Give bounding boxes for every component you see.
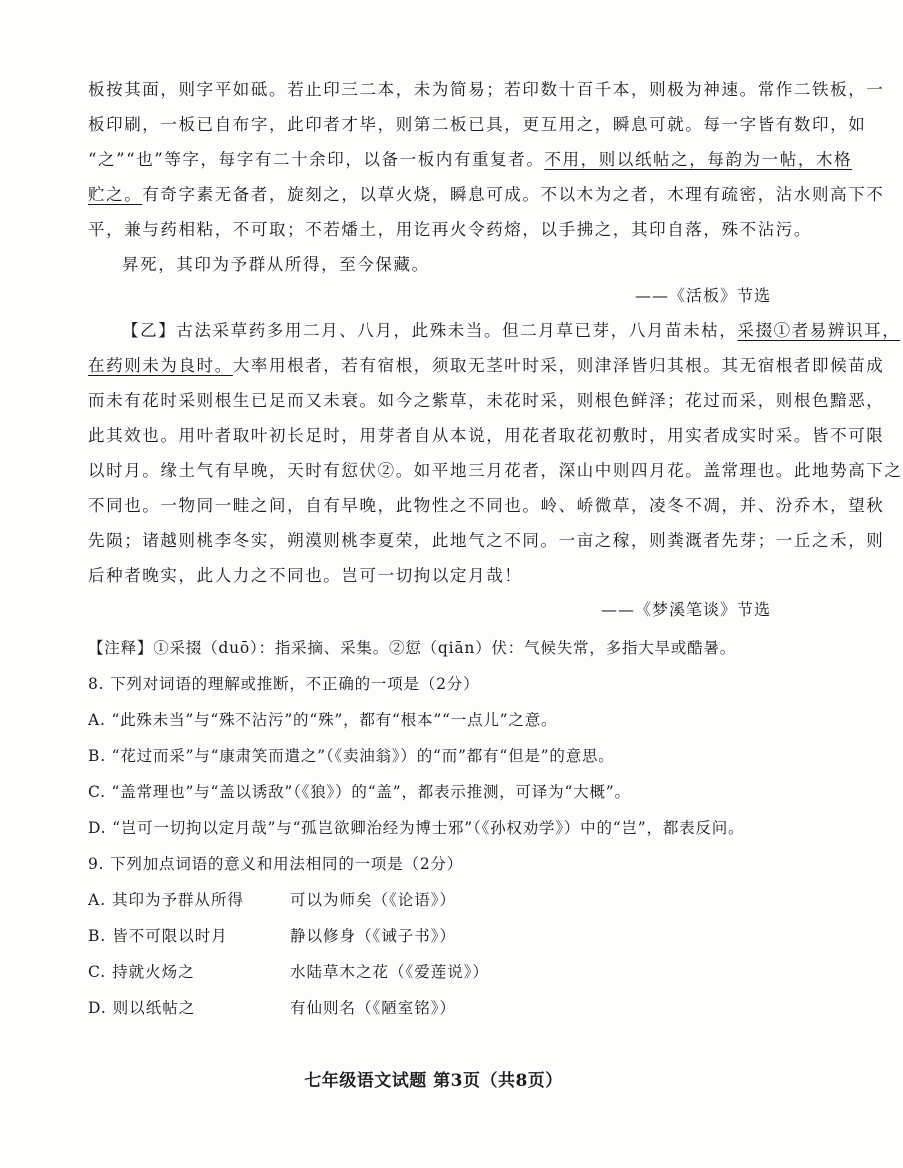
passage-line: [88, 142, 853, 177]
question-8-option-d: D. “岂可一切拘以定月哉”与“孤岂欲卿治经为博士邪”（《孙权劝学》）中的“岂”，都表反问。: [88, 819, 745, 837]
question-8-stem: 8. 下列对词语的理解或推断，不正确的一项是（2分）: [88, 675, 480, 693]
annotation-notes: 【注释】①采掇（duō）：指采摘、采集。②愆（qiān）伏：气候失常，多指大旱或酷暑。: [88, 639, 736, 657]
passage-line: [88, 313, 901, 348]
passage-line: 而未有花时采则根生已足而又未衰。如今之紫草，未花时采，则根色鲜泽；花过而采，则根色黯恶，: [88, 391, 885, 410]
question-9-option-c: C. 持就火炀之: [88, 963, 195, 981]
underlined-sentence: 采掇①者易辨识耳，: [737, 321, 901, 340]
underlined-sentence: 不用，则以纸帖之，每韵为一帖，木格: [544, 150, 853, 169]
passage-text: 大率用根者，若有宿根，须取无茎叶时采，则津泽皆归其根。其无宿根者即候苗成: [232, 356, 885, 375]
question-9-option-d-compare: 有仙则名（《陋室铭》）: [290, 999, 457, 1017]
passage-line: 板按其面，则字平如砥。若止印三二本，未为简易；若印数十百千本，则极为神速。常作二铁板，一: [88, 80, 885, 99]
question-9-stem: 9. 下列加点词语的意义和用法相同的一项是（2分）: [88, 855, 464, 873]
question-9-option-a-compare: 可以为师矣（《论语》）: [290, 891, 457, 909]
passage-text: “之”“也”等字，每字有二十余印，以备一板内有重复者。: [88, 150, 545, 169]
passage-line: 不同也。一物同一畦之间，自有早晚，此物性之不同也。岭、峤微草，凌冬不凋，并、汾乔木，望秋: [88, 496, 885, 515]
source-attribution: ——《活板》节选: [634, 286, 771, 305]
question-9-option-b: B. 皆不可限以时月: [88, 927, 228, 945]
source-attribution: ——《梦溪笔谈》节选: [600, 600, 771, 619]
page-footer: 七年级语文试题 第3页（共8页）: [304, 1071, 563, 1091]
passage-line: [88, 348, 885, 383]
question-9-option-d: D. 则以纸帖之: [88, 999, 196, 1017]
passage-yi: [88, 313, 903, 593]
passage-line: 板印刷，一板已自布字，此印者才毕，则第二板已具，更互用之，瞬息可就。每一字皆有数印，如: [88, 115, 867, 134]
passage-line: 昇死，其印为予群从所得，至今保藏。: [122, 255, 430, 274]
passage-line: 平，兼与药相粘，不可取；不若燔土，用讫再火令药熔，以手拂之，其印自落，殊不沾污。: [88, 220, 812, 239]
passage-line: 先陨；诸越则桃李冬实，朔漠则桃李夏荣，此地气之不同。一亩之稼，则粪溉者先芽；一丘之禾，则: [88, 531, 885, 550]
question-9-option-c-compare: 水陆草木之花（《爱莲说》）: [290, 963, 490, 981]
question-9-option-b-compare: 静以修身（《诫子书》）: [290, 927, 457, 945]
passage-line: 以时月。缘土气有早晚，天时有愆伏②。如平地三月花者，深山中则四月花。盖常理也。此地势高下之: [88, 461, 903, 480]
passage-text: 有奇字素无备者，旋刻之，以草火烧，瞬息可成。不以木为之者，木理有疏密，沾水则高下不: [142, 185, 885, 204]
passage-line: [88, 177, 885, 212]
question-8-option-a: A. “此殊未当”与“殊不沾污”的“殊”，都有“根本”“一点儿”之意。: [88, 711, 558, 729]
question-8-option-c: C. “盖常理也”与“盖以诱敌”（《狼》）的“盖”，都表示推测，可译为“大概”。: [88, 783, 631, 801]
passage-text: 【乙】古法采草药多用二月、八月，此殊未当。但二月草已芽，八月苗未枯，: [122, 321, 738, 340]
question-8-option-b: B. “花过而采”与“康肃笑而遣之”（《卖油翁》）的“而”都有“但是”的意思。: [88, 747, 615, 765]
question-9-option-a: A. 其印为予群从所得: [88, 891, 245, 909]
underlined-sentence: 在药则未为良时。: [88, 356, 233, 375]
passage-jia: [88, 72, 885, 282]
passage-line: 此其效也。用叶者取叶初长足时，用芽者自从本说，用花者取花初敷时，用实者成实时采。皆不可限: [88, 426, 885, 445]
passage-line: 后种者晚实，此人力之不同也。岂可一切拘以定月哉！: [88, 566, 523, 585]
underlined-sentence: 贮之。: [88, 185, 143, 204]
